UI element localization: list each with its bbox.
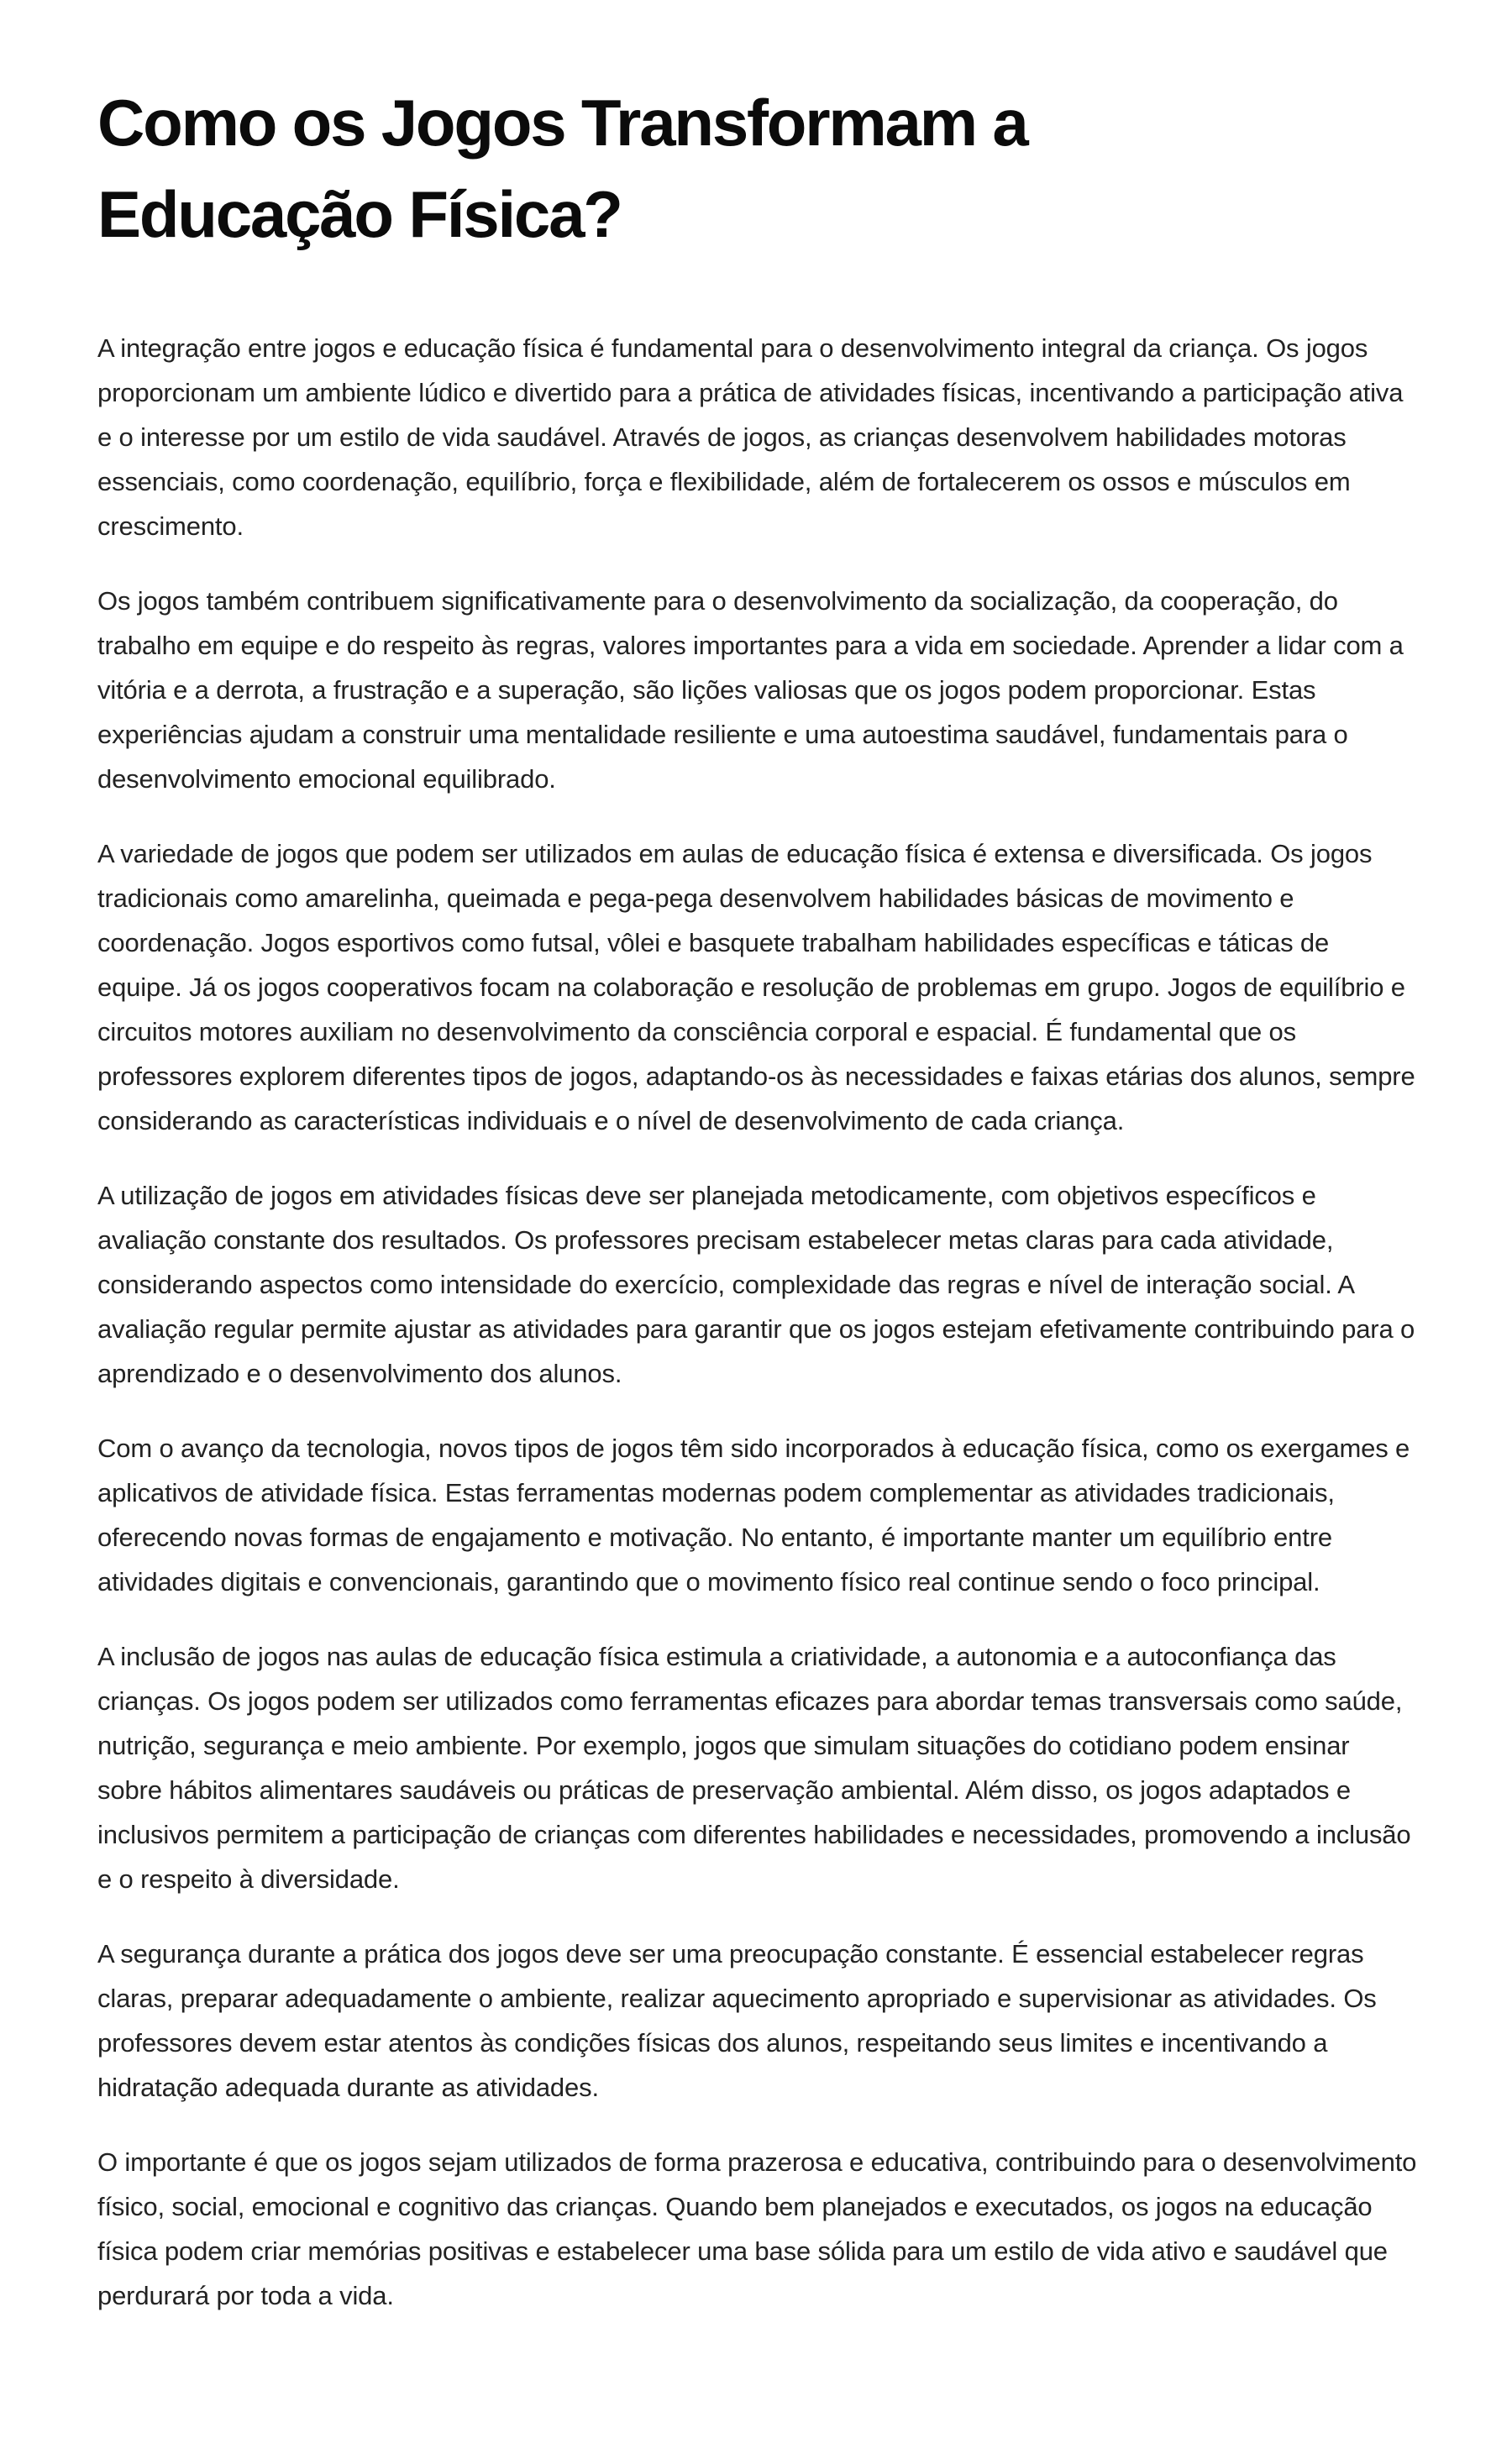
- paragraph-planning: A utilização de jogos em atividades físicas deve ser planejada metodicamente, com objetivos específicos e avaliação constante dos resultados. Os professores precisam estabelecer metas claras para cada atividade, considerando aspectos como intensidade do exercício, complexidade das regras e nível de interação social. A avaliação regular permite ajustar as atividades para garantir que os jogos estejam efetivamente contribuindo para o aprendizado e o desenvolvimento dos alunos.: [97, 1181, 1415, 1388]
- paragraph-inclusion: A inclusão de jogos nas aulas de educação física estimula a criatividade, a autonomia e a autoconfiança das crianças. Os jogos podem ser utilizados como ferramentas eficazes para abordar temas transversais como saúde, nutrição, segurança e meio ambiente. Por exemplo, jogos que simulam situações do cotidiano podem ensinar sobre hábitos alimentares saudáveis ou práticas de preservação ambiental. Além disso, os jogos adaptados e inclusivos permitem a participação de crianças com diferentes habilidades e necessidades, promovendo a inclusão e o respeito à diversidade.: [97, 1642, 1411, 1894]
- page-title: Como os Jogos Transformam a Educação Física?: [97, 86, 1027, 251]
- paragraph-technology: Com o avanço da tecnologia, novos tipos de jogos têm sido incorporados à educação física, como os exergames e aplicativos de atividade física. Estas ferramentas modernas podem complementar as atividades tradicionais, oferecendo novas formas de engajamento e motivação. No entanto, é importante manter um equilíbrio entre atividades digitais e convencionais, garantindo que o movimento físico real continue sendo o foco principal.: [97, 1434, 1410, 1596]
- paragraph-intro: A integração entre jogos e educação física é fundamental para o desenvolvimento integral da criança. Os jogos proporcionam um ambiente lúdico e divertido para a prática de atividades físicas, incentivando a participação ativa e o interesse por um estilo de vida saudável. Através de jogos, as crianças desenvolvem habilidades motoras essenciais, como coordenação, equilíbrio, força e flexibilidade, além de fortalecerem os ossos e músculos em crescimento.: [97, 333, 1404, 541]
- paragraph-game-variety: A variedade de jogos que podem ser utilizados em aulas de educação física é extensa e diversificada. Os jogos tradicionais como amarelinha, queimada e pega-pega desenvolvem habilidades básicas de movimento e coordenação. Jogos esportivos como futsal, vôlei e basquete trabalham habilidades específicas e táticas de equipe. Já os jogos cooperativos focam na colaboração e resolução de problemas em grupo. Jogos de equilíbrio e circuitos motores auxiliam no desenvolvimento da consciência corporal e espacial. É fundamental que os professores explorem diferentes tipos de jogos, adaptando-os às necessidades e faixas etárias dos alunos, sempre considerando as características individuais e o nível de desenvolvimento de cada criança.: [97, 839, 1415, 1135]
- paragraph-socialization: Os jogos também contribuem significativamente para o desenvolvimento da socialização, da cooperação, do trabalho em equipe e do respeito às regras, valores importantes para a vida em sociedade. Aprender a lidar com a vitória e a derrota, a frustração e a superação, são lições valiosas que os jogos podem proporcionar. Estas experiências ajudam a construir uma mentalidade resiliente e uma autoestima saudável, fundamentais para o desenvolvimento emocional equilibrado.: [97, 586, 1404, 794]
- paragraph-safety: A segurança durante a prática dos jogos deve ser uma preocupação constante. É essencial estabelecer regras claras, preparar adequadamente o ambiente, realizar aquecimento apropriado e supervisionar as atividades. Os professores devem estar atentos às condições físicas dos alunos, respeitando seus limites e incentivando a hidratação adequada durante as atividades.: [97, 1939, 1377, 2102]
- paragraph-conclusion: O importante é que os jogos sejam utilizados de forma prazerosa e educativa, contribuindo para o desenvolvimento físico, social, emocional e cognitivo das crianças. Quando bem planejados e executados, os jogos na educação física podem criar memórias positivas e estabelecer uma base sólida para um estilo de vida ativo e saudável que perdurará por toda a vida.: [97, 2147, 1417, 2310]
